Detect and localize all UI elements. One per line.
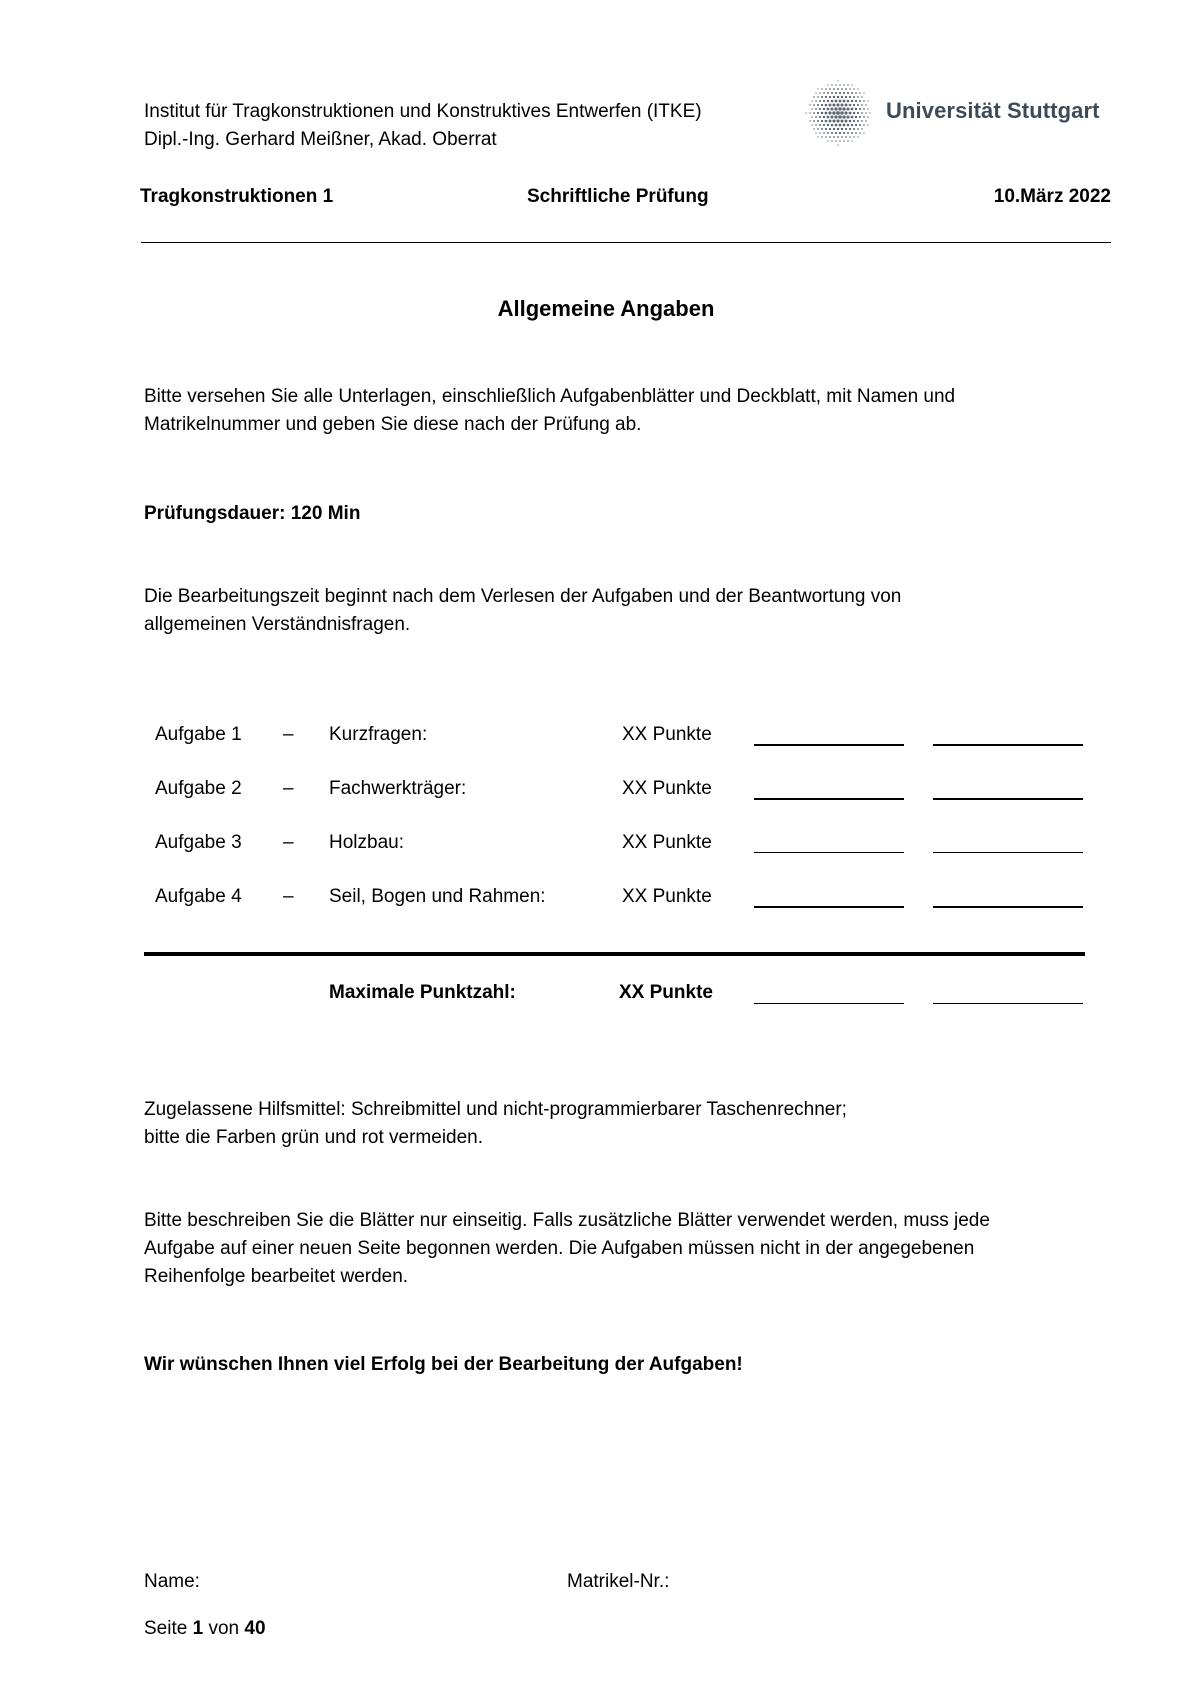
task-label: Aufgabe 3 <box>155 832 242 853</box>
task-label: Aufgabe 4 <box>155 886 242 907</box>
task-points: XX Punkte <box>622 832 712 853</box>
score-blank[interactable] <box>933 744 1083 746</box>
page-total: 40 <box>244 1618 266 1639</box>
instructions-paragraph: Bitte beschreiben Sie die Blätter nur einseitig. Falls zusätzliche Blätter verwendet werden, muss jede Aufgabe auf einer neuen Seite begonnen werden. Die Aufgaben müssen nicht in der angegebenen Reihenfolge bearbeitet werden. <box>144 1210 990 1287</box>
score-blank[interactable] <box>933 852 1083 853</box>
page-number <box>144 1615 266 1643</box>
score-blank[interactable] <box>933 906 1083 908</box>
score-blank[interactable] <box>754 798 904 800</box>
university-dot-logo-icon <box>800 78 876 148</box>
page-mid: von <box>208 1618 240 1639</box>
page-prefix: Seite <box>144 1618 188 1639</box>
score-blank[interactable] <box>754 852 904 853</box>
task-points: XX Punkte <box>622 724 712 745</box>
header-divider <box>141 242 1111 243</box>
task-topic: Kurzfragen: <box>329 724 428 745</box>
score-blank[interactable] <box>754 744 904 746</box>
task-label: Aufgabe 1 <box>155 724 242 745</box>
total-divider <box>144 952 1085 956</box>
total-label: Maximale Punktzahl: <box>329 982 516 1003</box>
time-note: Die Bearbeitungszeit beginnt nach dem Verlesen der Aufgaben und der Beantwortung von allgemeinen Verständnisfragen. <box>144 586 902 635</box>
total-points: XX Punkte <box>619 982 713 1003</box>
exam-type: Schriftliche Prüfung <box>527 186 709 207</box>
examiner-name: Dipl.-Ing. Gerhard Meißner, Akad. Oberrat <box>144 129 497 150</box>
task-dash: – <box>283 778 294 799</box>
score-blank[interactable] <box>933 798 1083 800</box>
matrikel-label: Matrikel-Nr.: <box>567 1571 670 1592</box>
intro-paragraph: Bitte versehen Sie alle Unterlagen, einschließlich Aufgabenblätter und Deckblatt, mit Namen und Matrikelnummer und geben Sie diese nach der Prüfung ab. <box>144 386 956 435</box>
good-luck-message: Wir wünschen Ihnen viel Erfolg bei der Bearbeitung der Aufgaben! <box>144 1354 743 1375</box>
exam-date: 10.März 2022 <box>993 186 1111 207</box>
allowed-aids: Zugelassene Hilfsmittel: Schreibmittel und nicht-programmierbarer Taschenrechner; <box>144 1099 847 1120</box>
name-label: Name: <box>144 1571 200 1592</box>
task-dash: – <box>283 832 294 853</box>
task-points: XX Punkte <box>622 886 712 907</box>
task-topic: Fachwerkträger: <box>329 778 467 799</box>
task-label: Aufgabe 2 <box>155 778 242 799</box>
task-points: XX Punkte <box>622 778 712 799</box>
page-title: Allgemeine Angaben <box>497 296 715 321</box>
score-blank[interactable] <box>754 906 904 908</box>
total-score-blank[interactable] <box>933 1003 1083 1004</box>
task-topic: Holzbau: <box>329 832 404 853</box>
institute-name: Institut für Tragkonstruktionen und Konstruktives Entwerfen (ITKE) <box>144 101 702 122</box>
course-title: Tragkonstruktionen 1 <box>140 186 334 207</box>
university-name: Universität Stuttgart <box>886 98 1100 123</box>
task-topic: Seil, Bogen und Rahmen: <box>329 886 546 907</box>
exam-duration: Prüfungsdauer: 120 Min <box>144 503 361 524</box>
task-dash: – <box>283 886 294 907</box>
page-current: 1 <box>192 1618 204 1639</box>
total-score-blank[interactable] <box>754 1003 904 1004</box>
allowed-aids-note: bitte die Farben grün und rot vermeiden. <box>144 1127 484 1148</box>
task-dash: – <box>283 724 294 745</box>
